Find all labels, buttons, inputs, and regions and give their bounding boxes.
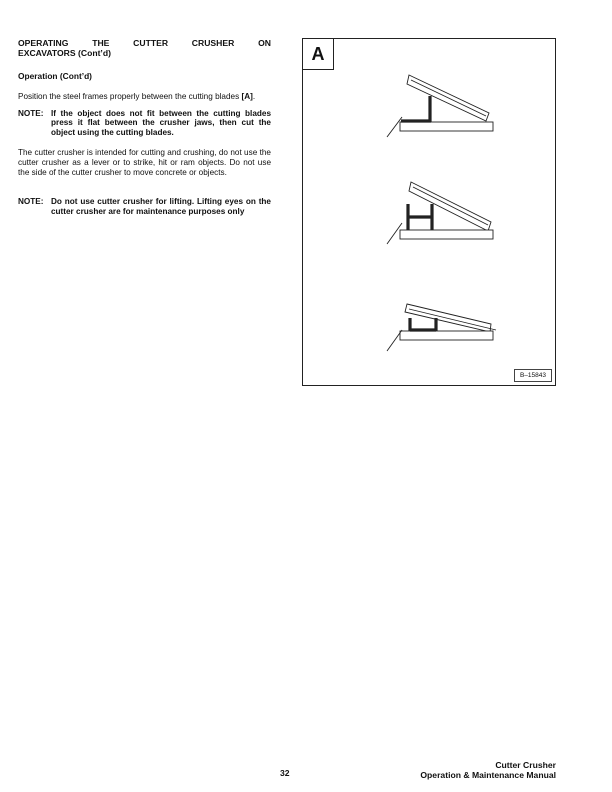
paragraph-usage-warning: The cutter crusher is intended for cutting and crushing, do not use the cutter crusher as a lever or to strike, hit or ram objects. Do not use the side of the cutter crusher to move concrete or objects. xyxy=(18,148,271,177)
paragraph-position-frames xyxy=(18,92,271,102)
note-no-lifting xyxy=(18,197,271,216)
footer-title-line-1: Cutter Crusher xyxy=(495,760,556,770)
text-column xyxy=(18,38,271,216)
heading-word: OPERATING xyxy=(18,38,69,48)
footer-title-line-2: Operation & Maintenance Manual xyxy=(420,770,556,780)
paragraph-text: Position the steel frames properly between the cutting blades xyxy=(18,92,242,101)
figure-tag: A xyxy=(303,39,334,70)
heading-line-1 xyxy=(18,38,271,48)
figure-illustrations xyxy=(303,39,557,387)
footer-title xyxy=(420,760,556,780)
note-label: NOTE: xyxy=(18,197,44,207)
section-heading xyxy=(18,38,271,58)
l-frame-between-blades-illustration xyxy=(387,75,493,137)
note-text: If the object does not fit between the cutting blades press it flat between the crusher jaws, then cut the object using the cutting blades. xyxy=(51,108,271,137)
figure-a xyxy=(302,38,556,386)
h-frame-between-blades-illustration xyxy=(387,182,493,244)
u-frame-between-blades-illustration xyxy=(387,304,496,351)
heading-word: THE xyxy=(92,38,110,48)
note-flatten-object xyxy=(18,109,271,138)
heading-line-2: EXCAVATORS (Cont’d) xyxy=(18,48,111,58)
page-number: 32 xyxy=(280,768,290,778)
figure-reference-code: B–15843 xyxy=(514,369,552,382)
paragraph-end: . xyxy=(252,92,256,101)
heading-word: ON xyxy=(258,38,271,48)
heading-word: CUTTER xyxy=(133,38,169,48)
heading-word: CRUSHER xyxy=(191,38,235,48)
figure-reference: [A] xyxy=(241,92,253,101)
subheading: Operation (Cont’d) xyxy=(18,71,92,81)
note-text: Do not use cutter crusher for lifting. Lifting eyes on the cutter crusher are for maintenance purposes only xyxy=(51,197,271,216)
note-label: NOTE: xyxy=(18,108,44,118)
